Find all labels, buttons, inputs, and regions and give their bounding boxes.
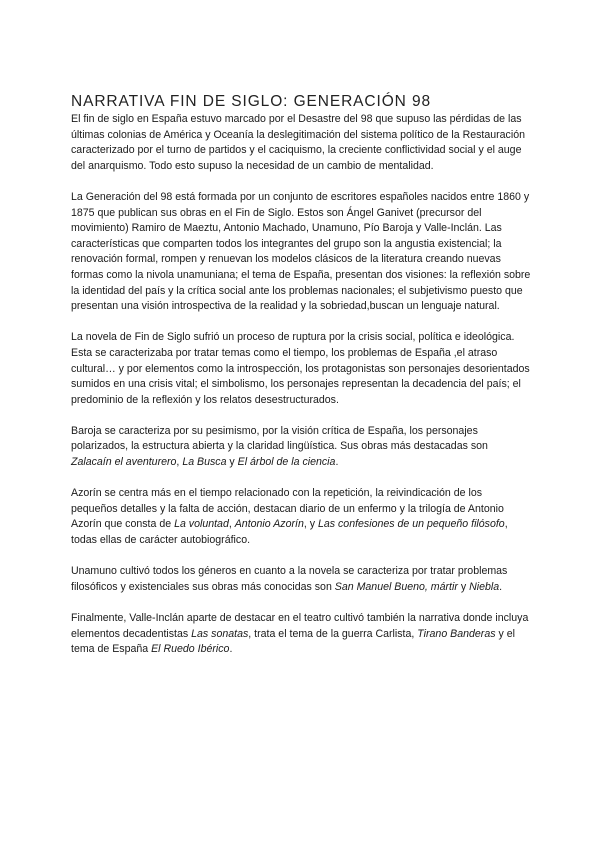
azorin-work-antonio-azorin: Antonio Azorín bbox=[234, 518, 304, 531]
valle-inclan-text: Finalmente, Valle-Inclán aparte de destacar en el teatro cultivó también la narrativa donde incluya elementos decadentistas bbox=[71, 612, 529, 640]
azorin-work-la-voluntad: La voluntad bbox=[174, 518, 229, 531]
valle-inclan-work-sonatas: Las sonatas bbox=[191, 627, 249, 640]
separator: y bbox=[226, 456, 238, 469]
separator: y bbox=[457, 580, 470, 593]
paragraph-valle-inclan bbox=[71, 611, 531, 658]
baroja-work-la-busca: La Busca bbox=[182, 456, 227, 469]
azorin-text: Azorín se centra más en el tiempo relacionado con la repetición, la reivindicación de los pequeños detalles y la falta de acción, destacan diario de un enfermo y la trilogía de Antonio Azorín que consta de bbox=[71, 487, 504, 531]
paragraph-unamuno bbox=[71, 564, 531, 595]
separator: , bbox=[228, 518, 235, 531]
document-page bbox=[71, 92, 531, 658]
azorin-work-confesiones: Las confesiones de un pequeño filósofo bbox=[317, 518, 505, 531]
valle-inclan-work-ruedo: El Ruedo Ibérico bbox=[151, 643, 230, 656]
separator: . bbox=[229, 643, 233, 656]
paragraph-context: El fin de siglo en España estuvo marcado por el Desastre del 98 que supuso las pérdidas de las últimas colonias de América y Oceanía la deslegitimación del sistema político de la Restauración caracterizado por el turno de partidos y el caciquismo, la creciente conflictividad social y el auge del anarquismo. Todo esto supuso la necesidad de un cambio de mentalidad. bbox=[71, 113, 525, 172]
baroja-work-zalacain: Zalacaín el aventurero bbox=[71, 456, 177, 469]
separator: , y bbox=[303, 518, 318, 531]
valle-inclan-text-mid: y el tema de España bbox=[71, 627, 515, 656]
unamuno-work-san-manuel: San Manuel Bueno, mártir bbox=[334, 580, 458, 593]
document-title: NARRATIVA FIN DE SIGLO: GENERACIÓN 98 bbox=[71, 93, 432, 110]
unamuno-text: Unamuno cultivó todos los géneros en cuanto a la novela se caracteriza por tratar problemas filosóficos y existenciales sus obras más conocidas son bbox=[71, 565, 508, 593]
separator: , bbox=[176, 456, 183, 469]
baroja-text: Baroja se caracteriza por su pesimismo, por la visión crítica de España, los personajes polarizados, la estructura abierta y la claridad lingüística. Sus obras más destacadas son bbox=[71, 424, 488, 453]
valle-inclan-work-tirano: Tirano Banderas bbox=[417, 627, 496, 640]
baroja-work-arbol-ciencia: El árbol de la ciencia bbox=[237, 456, 336, 469]
azorin-text-end: , todas ellas de carácter autobiográfico. bbox=[71, 518, 508, 547]
paragraph-azorin bbox=[71, 486, 531, 548]
unamuno-work-niebla: Niebla bbox=[469, 580, 500, 593]
separator: . bbox=[499, 580, 503, 593]
paragraph-novel-fin-de-siglo: La novela de Fin de Siglo sufrió un proceso de ruptura por la crisis social, política e ideológica. Esta se caracterizaba por tratar temas como el tiempo, los problemas de España ,el atraso cultural… y por elementos como la introspección, los protagonistas son personajes desorientados sumidos en una crisis vital; el simbolismo, los personajes representan la decadencia del país; el predominio de la reflexión y los relatos desestructurados. bbox=[71, 331, 530, 406]
paragraph-generation-98: La Generación del 98 está formada por un conjunto de escritores españoles nacidos entre 1860 y 1875 que publican sus obras en el Fin de Siglo. Estos son Ángel Ganivet (precursor del movimiento) Ramiro de Maeztu, Antonio Machado, Unamuno, Pío Baroja y Valle-Inclán. Las características que comparten todos los integrantes del grupo son la angustia existencial; la renovación formal, rompen y renuevan los modelos clásicos de la literatura creando nuevas formas como la nivola unamuniana; el tema de España, presentan dos visiones: la reflexión sobre la identidad del país y la crítica social ante los problemas nacionales; el subjetivismo puesto que presentan una visión introspectiva de la realidad y la sobriedad,buscan un lenguaje natural. bbox=[71, 190, 531, 313]
paragraph-baroja bbox=[71, 424, 531, 471]
valle-inclan-text-mid: , trata el tema de la guerra Carlista, bbox=[248, 627, 418, 640]
separator: . bbox=[335, 456, 339, 469]
